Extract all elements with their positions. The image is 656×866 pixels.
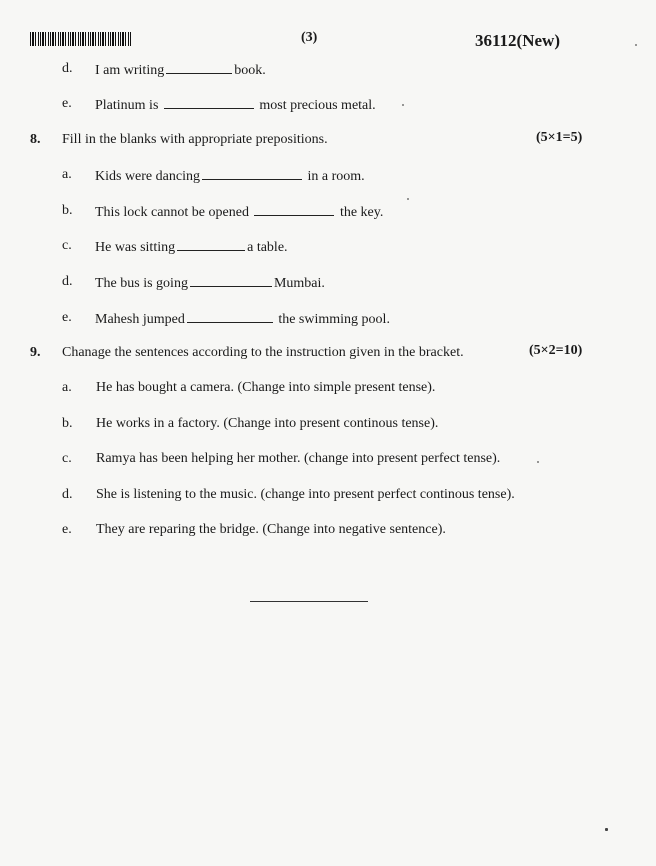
question-number: 9. bbox=[30, 345, 41, 360]
item-sentence: Kids were dancing in a room. bbox=[95, 169, 365, 184]
item-label: d. bbox=[62, 274, 73, 289]
item-label: d. bbox=[62, 487, 73, 502]
item-sentence: She is listening to the music. (change into present perfect continous tense). bbox=[96, 487, 515, 502]
page-number: (3) bbox=[301, 30, 318, 45]
item-label: b. bbox=[62, 416, 73, 431]
end-rule bbox=[250, 601, 368, 602]
item-sentence: Platinum is most precious metal. bbox=[95, 98, 376, 113]
item-label: e. bbox=[62, 310, 72, 325]
item-sentence: They are reparing the bridge. (Change into negative sentence). bbox=[96, 522, 446, 537]
item-label: c. bbox=[62, 451, 72, 466]
scan-speck bbox=[635, 44, 637, 46]
scan-speck bbox=[407, 198, 409, 200]
item-sentence: He works in a factory. (Change into present continous tense). bbox=[96, 416, 439, 431]
scan-speck bbox=[605, 828, 608, 831]
answer-blank bbox=[177, 238, 245, 251]
item-sentence: This lock cannot be opened the key. bbox=[95, 205, 384, 220]
item-label: b. bbox=[62, 203, 73, 218]
item-sentence: Ramya has been helping her mother. (change into present perfect tense). bbox=[96, 451, 501, 466]
item-label: a. bbox=[62, 380, 72, 395]
item-sentence: The bus is going Mumbai. bbox=[95, 276, 325, 291]
answer-blank bbox=[190, 274, 272, 287]
item-label: d. bbox=[62, 61, 73, 76]
item-sentence: He has bought a camera. (Change into simple present tense). bbox=[96, 380, 436, 395]
question-instruction: Chanage the sentences according to the instruction given in the bracket. bbox=[62, 345, 464, 360]
item-label: e. bbox=[62, 96, 72, 111]
item-label: e. bbox=[62, 522, 72, 537]
item-label: a. bbox=[62, 167, 72, 182]
item-label: c. bbox=[62, 238, 72, 253]
item-sentence: I am writing book. bbox=[95, 63, 266, 78]
answer-blank bbox=[202, 167, 302, 180]
answer-blank bbox=[187, 310, 273, 323]
scan-speck bbox=[402, 104, 404, 106]
answer-blank bbox=[254, 203, 334, 216]
answer-blank bbox=[166, 61, 232, 74]
answer-blank bbox=[164, 96, 254, 109]
barcode bbox=[30, 32, 132, 46]
item-sentence: Mahesh jumped the swimming pool. bbox=[95, 312, 390, 327]
scan-speck bbox=[537, 461, 539, 463]
paper-code: 36112(New) bbox=[475, 31, 560, 50]
item-sentence: He was sitting a table. bbox=[95, 240, 288, 255]
question-instruction: Fill in the blanks with appropriate prepositions. bbox=[62, 132, 328, 147]
question-number: 8. bbox=[30, 132, 41, 147]
question-marks: (5×2=10) bbox=[529, 343, 583, 358]
question-marks: (5×1=5) bbox=[536, 130, 583, 145]
